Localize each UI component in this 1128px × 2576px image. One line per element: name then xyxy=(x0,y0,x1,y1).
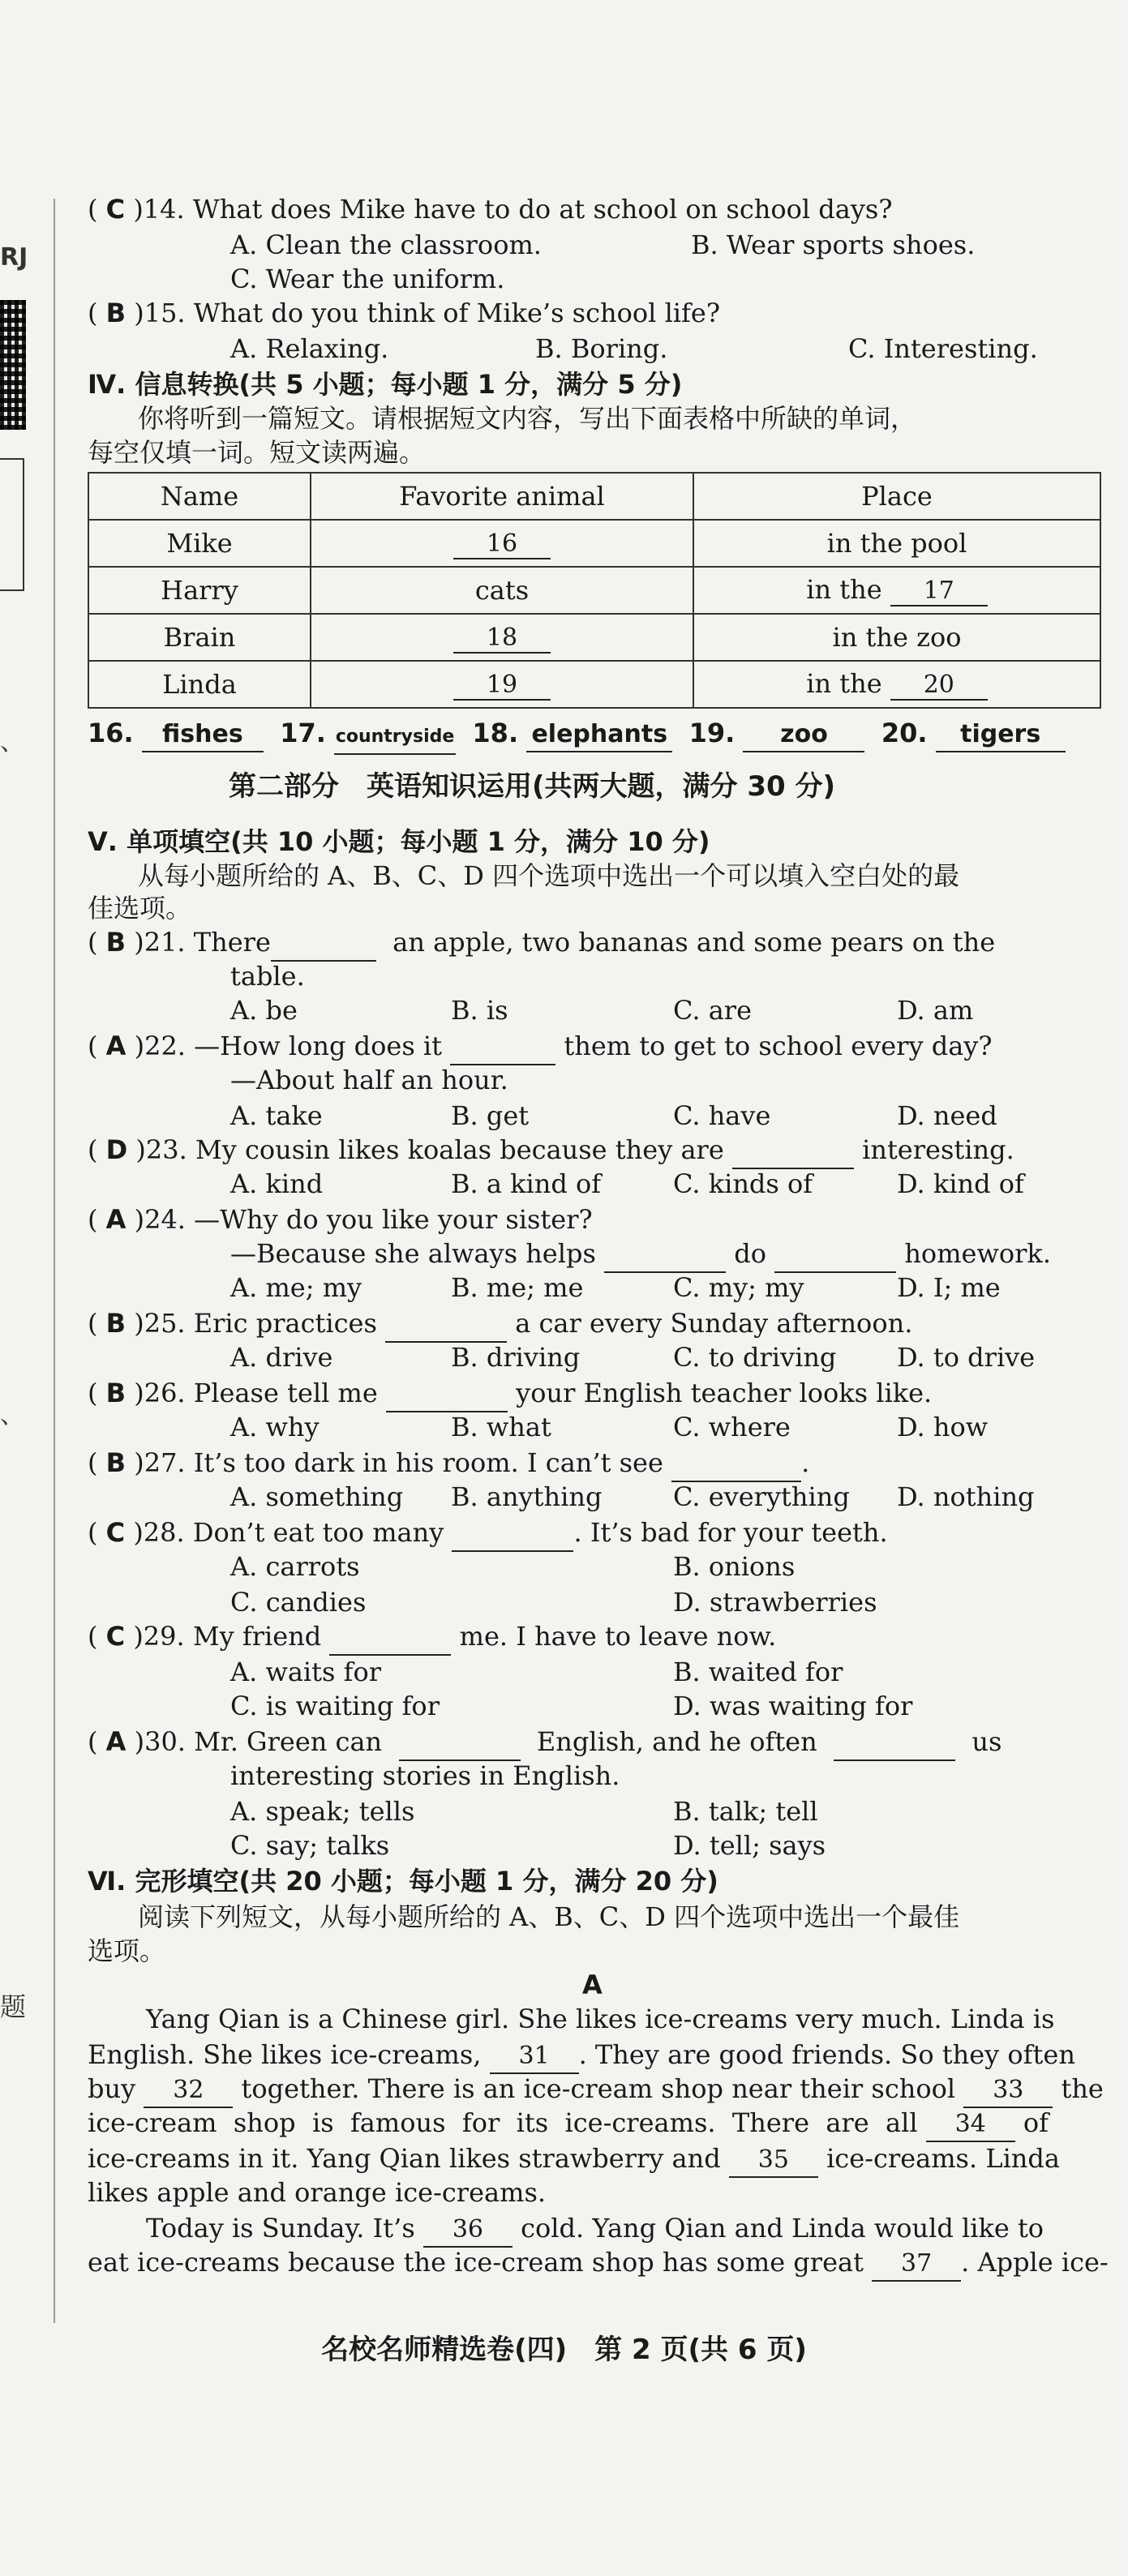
part-2-title: 第二部分 英语知识运用(共两大题，满分 30 分) xyxy=(229,770,836,803)
margin-mark-1: 、 xyxy=(0,728,24,757)
table-row: Brain 18 in the zoo xyxy=(88,614,1100,661)
answer-19: zoo xyxy=(743,718,864,752)
question-21: ( B )21. There an apple, two bananas and some pears on the xyxy=(88,926,995,962)
section-6-title: Ⅵ. 完形填空(共 20 小题；每小题 1 分，满分 20 分) xyxy=(88,1866,718,1897)
blank-33: 33 xyxy=(963,2074,1053,2108)
exam-page: RJ 、 、 题 ( C )14. What does Mike have to do at school on school days? A. Clean the classroom. B. Wear sports shoes. C. Wear the uniform. ( B )15. What do you think of Mike’s school life? A. Relaxing. B. Boring. C. Interesting. Ⅳ. 信息转换(共 5 小题；每小题 1 分，满分 5 分) 你将听到一篇短文。请根据短文内容，写出下面表格中所缺的单词， 每空仅填一词。短文读两遍。 Name Favorite animal Place Mike 16 in the pool Harry cats in the 17 Brain 18 in the zoo Linda 19 in the 20 16. fishes 17. countryside 18. elephants 19. zoo 20. tigers 第二部分 英语知识运用(共两大题，满分 30 分) Ⅴ. 单项填空(共 10 小题；每小题 1 分，满分 10 分) 从每小题所给的 A、B、C、D 四个选项中选出一个可以填入空白处的最 佳选项。 ( B )21. There an apple, two bananas and some pears on the table. A. be B. is C. are D. am ( A )22. —How long does it them to get to school every day? —About half an hour. A. take B. get C. have D. need ( D )23. My cousin likes koalas because they are interesting. A. kind B. a kind of C. kinds of D. kind of ( A )24. —Why do you like your sister? —Because she always helps do homework. A. me; my B. me; me C. my; my D. I; me ( B )25. Eric practices a car every Sunday afternoon. A. drive B. driving C. to driving D. to drive ( B )26. Please tell me your English teacher looks like. A. why B. what C. where D. how ( B )27. It’s too dark in his room. I can’t see . A. something B. anything C. everything D. nothing ( C )28. Don’t eat too many . It’s bad for your teeth. A. carrots B. onions C. candies D. strawberries ( C )29. My friend me. I have to leave now. A. waits for B. waited for C. is waiting for D. was waiting for ( A )30. Mr. Green can English, and he often us interesting stories in English. A. speak; tells B. talk; tell C. say; talks D. tell; says Ⅵ. 完形填空(共 20 小题；每小题 1 分，满分 20 分) 阅读下列短文，从每小题所给的 A、B、C、D 四个选项中选出一个最佳 选项。 A Yang Qian is a Chinese girl. She likes ice-creams very much. Linda is English. She likes ice-creams, 31 . They are good friends. So they often buy 32 together. There is an ice-cream shop near their school 33 the ice-cream shop is famous for its ice-creams. There are all 34 of ice-creams in it. Yang Qian likes strawberry and 35 ice-creams. Linda likes apple and orange ice-creams. Today is Sunday. It’s 36 cold. Yang Qian and Linda would like to eat ice-creams because the ice-cream shop has some great 37 . Apple ice- 名校名师精选卷(四) 第 2 页(共 6 页) xyxy=(0,0,1128,2576)
blank-18: 18 xyxy=(453,624,551,654)
header-name: Name xyxy=(88,473,311,520)
info-table xyxy=(88,472,1101,709)
passage-line: Yang Qian is a Chinese girl. She likes ice-creams very much. Linda is xyxy=(146,2004,1055,2034)
answer-16: fishes xyxy=(142,718,264,752)
passage-line: buy 32 together. There is an ice-cream shop near their school 33 the xyxy=(88,2072,1104,2108)
blank-20: 20 xyxy=(890,671,988,701)
margin-mark-2: 、 xyxy=(0,1401,24,1429)
answer-20: tigers xyxy=(936,718,1066,752)
section-4-instructions: 你将听到一篇短文。请根据短文内容，写出下面表格中所缺的单词， xyxy=(138,403,917,434)
table-row: Linda 19 in the 20 xyxy=(88,661,1100,708)
passage-line: English. She likes ice-creams, 31 . They are good friends. So they often xyxy=(88,2038,1075,2074)
q14-option-a: A. Clean the classroom. xyxy=(230,229,542,260)
margin-label-rj: RJ xyxy=(0,243,28,272)
question-15: ( B )15. What do you think of Mike’s school life? xyxy=(88,298,720,328)
question-14: ( C )14. What does Mike have to do at school on school days? xyxy=(88,194,893,225)
q14-option-b: B. Wear sports shoes. xyxy=(691,229,976,260)
blank-35: 35 xyxy=(729,2144,818,2178)
blank-19: 19 xyxy=(453,671,551,701)
table-row: Harry cats in the 17 xyxy=(88,567,1100,614)
answer-17: countryside xyxy=(334,721,456,755)
answer-15: B xyxy=(105,298,127,328)
answer-18: elephants xyxy=(526,718,672,752)
passage-line: likes apple and orange ice-creams. xyxy=(88,2177,547,2208)
passage-line: Today is Sunday. It’s 36 cold. Yang Qian and Linda would like to xyxy=(146,2212,1044,2248)
q15-option-c: C. Interesting. xyxy=(848,333,1038,364)
section-4-instructions-2: 每空仅填一词。短文读两遍。 xyxy=(88,437,426,468)
answers-row-4: 16. fishes 17. countryside 18. elephants 19. zoo 20. tigers xyxy=(88,717,1066,755)
q15-option-a: A. Relaxing. xyxy=(230,333,389,364)
blank-36: 36 xyxy=(423,2214,513,2248)
blank-32: 32 xyxy=(144,2074,233,2108)
q15-option-b: B. Boring. xyxy=(535,333,668,364)
q14-option-c: C. Wear the uniform. xyxy=(230,264,505,294)
question-26: ( B )26. Please tell me your English teacher looks like. xyxy=(88,1377,932,1412)
margin-box xyxy=(0,458,24,591)
passage-line: eat ice-creams because the ice-cream shop has some great 37 . Apple ice- xyxy=(88,2246,1109,2282)
question-23: ( D )23. My cousin likes koalas because they are interesting. xyxy=(88,1134,1014,1169)
question-29: ( C )29. My friend me. I have to leave now. xyxy=(88,1620,776,1656)
section-5-title: Ⅴ. 单项填空(共 10 小题；每小题 1 分，满分 10 分) xyxy=(88,826,710,857)
binding-line xyxy=(54,199,55,2323)
passage-line: ice-creams in it. Yang Qian likes strawberry and 35 ice-creams. Linda xyxy=(88,2142,1060,2178)
page-footer: 名校名师精选卷(四) 第 2 页(共 6 页) xyxy=(321,2334,807,2366)
header-place: Place xyxy=(693,473,1100,520)
margin-mark-3: 题 xyxy=(0,1991,27,2022)
question-24: ( A )24. —Why do you like your sister? xyxy=(88,1204,593,1235)
blank-31: 31 xyxy=(490,2040,579,2074)
blank-16: 16 xyxy=(453,529,551,559)
section-5-instructions-2: 佳选项。 xyxy=(88,893,192,924)
blank-34: 34 xyxy=(926,2108,1015,2142)
section-6-instructions: 阅读下列短文，从每小题所给的 A、B、C、D 四个选项中选出一个最佳 xyxy=(138,1901,960,1932)
blank-17: 17 xyxy=(890,576,988,606)
section-5-instructions: 从每小题所给的 A、B、C、D 四个选项中选出一个可以填入空白处的最 xyxy=(138,860,960,891)
header-animal: Favorite animal xyxy=(311,473,693,520)
question-25: ( B )25. Eric practices a car every Sunday afternoon. xyxy=(88,1307,912,1343)
question-27: ( B )27. It’s too dark in his room. I can’t see . xyxy=(88,1447,809,1482)
passage-heading: A xyxy=(582,1970,603,2000)
question-28: ( C )28. Don’t eat too many . It’s bad for your teeth. xyxy=(88,1516,888,1552)
qr-code xyxy=(0,300,26,430)
table-header-row xyxy=(88,473,1100,520)
section-6-instructions-2: 选项。 xyxy=(88,1935,166,1966)
question-22: ( A )22. —How long does it them to get to school every day? xyxy=(88,1030,993,1065)
question-30: ( A )30. Mr. Green can English, and he often us xyxy=(88,1725,1001,1761)
passage-line: ice-cream shop is famous for its ice-creams. There are all 34 of xyxy=(88,2107,1049,2142)
table-row: Mike 16 in the pool xyxy=(88,520,1100,567)
blank-37: 37 xyxy=(872,2248,961,2282)
section-4-title: Ⅳ. 信息转换(共 5 小题；每小题 1 分，满分 5 分) xyxy=(88,369,683,400)
answer-14: C xyxy=(105,194,126,225)
